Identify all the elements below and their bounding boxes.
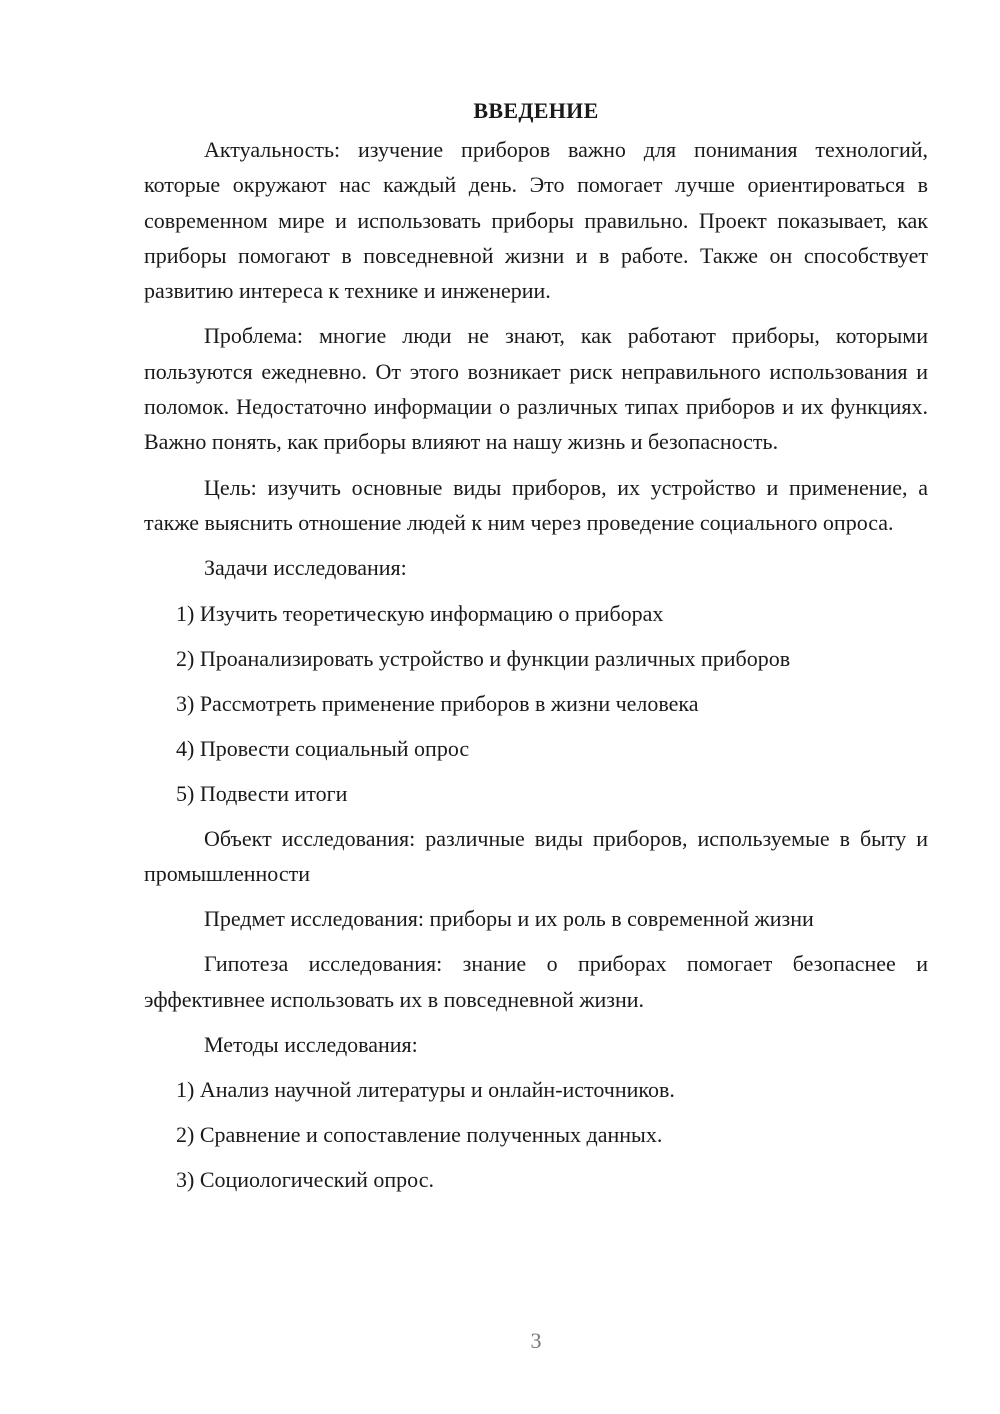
document-page bbox=[144, 93, 928, 1207]
methods-list-item: 3) Социологический опрос. bbox=[176, 1167, 434, 1193]
tasks-list-item: 3) Рассмотреть применение приборов в жизни человека bbox=[176, 690, 699, 716]
tasks-heading: Задачи исследования: bbox=[204, 555, 407, 581]
object-paragraph: Объект исследования: различные виды приборов, используемые в быту и промышленности bbox=[144, 825, 928, 886]
methods-list bbox=[144, 1072, 928, 1197]
tasks-list-item: 1) Изучить теоретическую информацию о приборах bbox=[176, 600, 664, 626]
tasks-list-item: 5) Подвести итоги bbox=[176, 780, 348, 806]
hypothesis-paragraph: Гипотеза исследования: знание о приборах помогает безопаснее и эффективнее использовать их в повседневной жизни. bbox=[144, 951, 928, 1012]
tasks-list bbox=[144, 596, 928, 811]
tasks-list-item: 4) Провести социальный опрос bbox=[176, 735, 470, 761]
methods-list-item: 1) Анализ научной литературы и онлайн-источников. bbox=[176, 1077, 675, 1103]
page-title: ВВЕДЕНИЕ bbox=[473, 98, 599, 123]
goal-paragraph: Цель: изучить основные виды приборов, их устройство и применение, а также выяснить отношение людей к ним через проведение социального опроса. bbox=[144, 474, 928, 535]
problem-paragraph: Проблема: многие люди не знают, как работают приборы, которыми пользуются ежедневно. От этого возникает риск неправильного использования и поломок. Недостаточно информации о различных типах приборов и их функциях. Важно понять, как приборы влияют на нашу жизнь и безопасность. bbox=[144, 323, 928, 455]
tasks-list-item: 2) Проанализировать устройство и функции различных приборов bbox=[176, 645, 791, 671]
relevance-paragraph: Актуальность: изучение приборов важно для понимания технологий, которые окружают нас каждый день. Это помогает лучше ориентироваться в современном мире и использовать приборы правильно. Проект показывает, как приборы помогают в повседневной жизни и в работе. Также он способствует развитию интереса к технике и инженерии. bbox=[144, 137, 928, 304]
methods-list-item: 2) Сравнение и сопоставление полученных данных. bbox=[176, 1122, 663, 1148]
methods-heading: Методы исследования: bbox=[204, 1032, 418, 1058]
page-number: 3 bbox=[530, 1328, 542, 1353]
subject-paragraph: Предмет исследования: приборы и их роль в современной жизни bbox=[204, 906, 814, 932]
